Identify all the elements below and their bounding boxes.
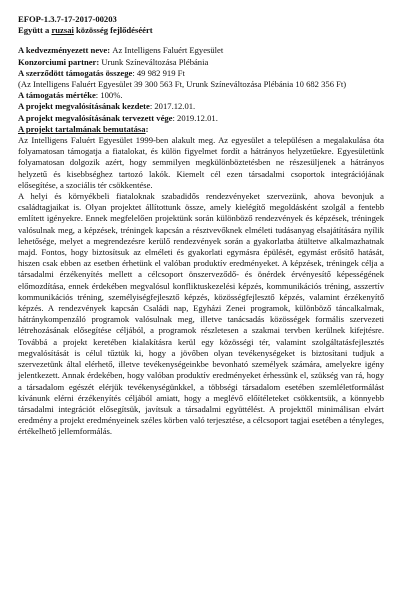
content-colon: : [145, 123, 149, 134]
start-label: A projekt megvalósításának kezdete [18, 101, 150, 112]
end-label: A projekt megvalósításának tervezett vége [18, 112, 173, 123]
beneficiary-sep: : [107, 45, 113, 56]
beneficiary-value: Az Intelligens Faluért Egyesület [112, 45, 224, 56]
start-value: : 2017.12.01. [149, 101, 196, 112]
content-heading [18, 124, 384, 135]
support-value: : 49 982 919 Ft [132, 67, 185, 78]
paragraph-2: A helyi és környékbeli fiataloknak szabadidős rendezvényeket szervezünk, ahova bevonjuk a családtagjaikat is. Olyan projektet állítottunk össze, amely kielégítő megoldásként szolgál a fentebb említett igényekre. Ennek megfelelően projektünk során különböző rendezvények és képzések, tréningek valósulnak meg, a képzések, tréningek kapcsán a résztvevőknek elméleti tudásanyag elsajátítására nyílik lehetősége, melyet a megrendezésre kerülő rendezvények során a gyakorlatba átültetve alkalmazhatnak majd. Fontos, hogy biztosítsuk az elméleti és gyakorlati egymásra épülését, egymást erősítő hatását, hiszen csak ebben az esetben érhetünk el valóban produktív eredményeket. A képzések, tréningek célja a társadalmi érzékenyítés mellett a célcsoport önszerveződő- és önérdek érvényesítő képességének előmozdítása, ennek érdekében megvalósul konfliktuskezelési képzés, kommunikációs tréning, asszertív kommunikációs tréning, személyiségfejlesztő képzés, közösségfejlesztő képzés, valamint érzékenyítő képzés. A rendezvények kapcsán Családi nap, Egyházi Zenei programok, különböző táncalkalmak, hátránykompenzáló programok valósulnak meg, illetve tanácsadás közösségek formális szervezeti létrehozásának elősegítése céljából, a programok részletesen a szakmai tervben kerülnek kifejtésre. Továbbá a projekt keretében kialakításra kerül egy közösségi tér, valamint szolgáltatásfejlesztés megvalósítását is célul tűztük ki, hogy a jövőben olyan tevékenységeket is biztosítani tudjuk a szervezetünk által elérhető, illetve tevékenységeinkbe bevonható személyek számára, amelyekre igény jelentkezett. Annak érdekében, hogy valóban produktív eredményeket érhessünk el, szükség van rá, hogy a társadalom egészét elérjük tevékenységünkkel, a többségi társadalom esetében szemléletformálást kívánunk elérni érzékenyítés céljából amiatt, hogy a meglévő előítéleteket csökkentsük, a könnyebb társadalmi integrációt elősegítsük, javítsuk a társadalmi együttélést. A projekttől minimálisan elvárt eredmény a projekt eredményeinek széles körben való terjesztése, a célcsoport tagjai esetében a tényleges, értékelhető jellemformálás. [18, 191, 384, 437]
project-title-underlined: ruzsai [51, 25, 74, 36]
end-line [18, 113, 384, 124]
consortium-label: Konzorciumi partner [18, 56, 97, 67]
paragraph-1: Az Intelligens Faluért Egyesület 1999-ben alakult meg. Az egyesület a településen a megalakulása óta folyamatosan támogatja a fiatalokat, és külön figyelmet fordít a hátrányos helyzetűekre. Egyesületünk folyamatosan dolgozik azért, hogy semmilyen megkülönböztetésben ne részesüljenek a hátrányos helyzetű és kisebbséghez tartozó lakók. Kiemelt cél ezen társadalmi csoportok integrációjának elősegítése, a szociális tér csökkentése. [18, 135, 384, 190]
project-title-post: közösség fejlődéséért [73, 25, 153, 36]
beneficiary-line [18, 45, 384, 56]
rate-value: : 100%. [95, 90, 123, 101]
start-line [18, 101, 384, 112]
support-line [18, 68, 384, 79]
end-value: : 2019.12.01. [172, 112, 218, 123]
consortium-line [18, 57, 384, 68]
content-label: A projekt tartalmának bemutatása [18, 123, 146, 134]
support-label: A szerződött támogatás összege [18, 67, 133, 78]
project-title [18, 25, 384, 36]
rate-line [18, 90, 384, 101]
project-code: EFOP-1.3.7-17-2017-00203 [18, 14, 117, 24]
project-title-pre: Együtt a [18, 25, 52, 36]
support-breakdown: (Az Intelligens Faluért Egyesület 39 300 563 Ft, Urunk Színeváltozása Plébánia 10 682 356 Ft) [18, 79, 347, 90]
consortium-sep: : [96, 56, 102, 67]
consortium-value: Urunk Színeváltozása Plébánia [101, 56, 209, 67]
beneficiary-label: A kedvezményezett neve [18, 45, 108, 56]
rate-label: A támogatás mértéke [18, 90, 96, 101]
